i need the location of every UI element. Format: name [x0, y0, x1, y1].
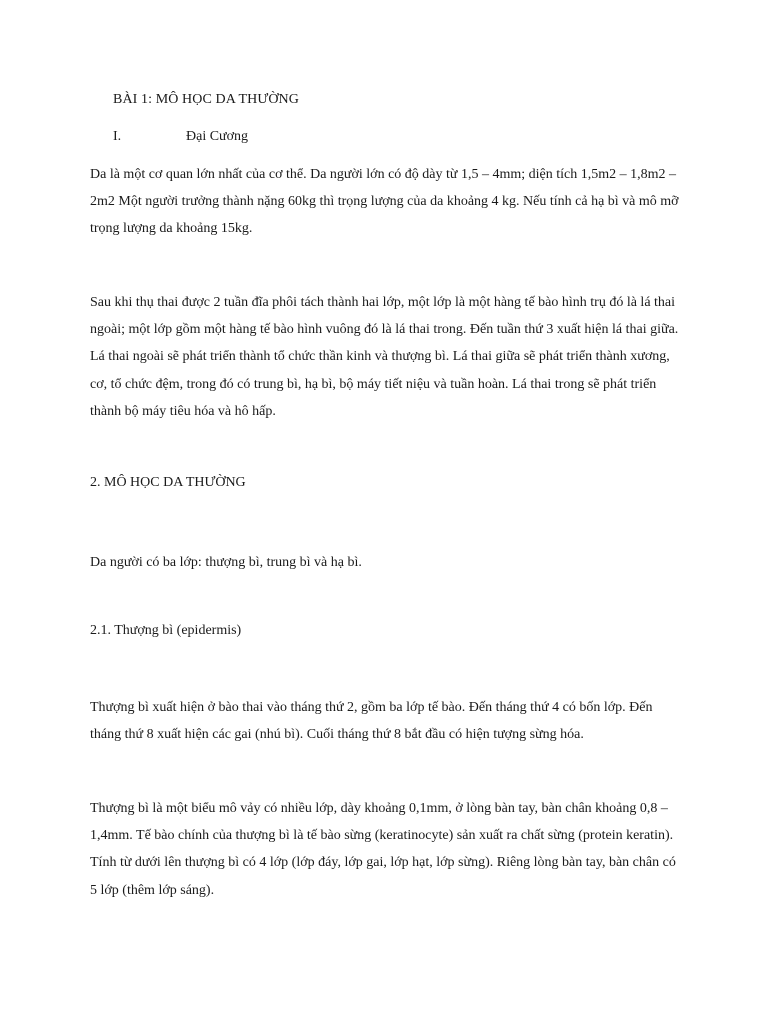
paragraph-overview: Da là một cơ quan lớn nhất của cơ thể. Da người lớn có độ dày từ 1,5 – 4mm; diện tích 1,5m2 – 1,8m2 – 2m2 Một người trưởng thành nặng 60kg thì trọng lượng của da khoảng 4 kg. Nếu tính cả hạ bì và mô mỡ trọng lượng da khoảng 15kg.: [90, 167, 679, 237]
heading-number: I.: [113, 129, 122, 144]
section-heading-histology: 2. MÔ HỌC DA THƯỜNG: [90, 475, 246, 490]
heading-text: Đại Cương: [186, 129, 249, 144]
paragraph-epidermis-structure: Thượng bì là một biểu mô vảy có nhiều lớp, dày khoảng 0,1mm, ở lòng bàn tay, bàn chân khoảng 0,8 –1,4mm. Tế bào chính của thượng bì là tế bào sừng (keratinocyte) sản xuất ra chất sừng (protein keratin). Tính từ dưới lên thượng bì có 4 lớp (lớp đáy, lớp gai, lớp hạt, lớp sừng). Riêng lòng bàn tay, bàn chân có 5 lớp (thêm lớp sáng).: [90, 801, 676, 898]
section-heading-epidermis: 2.1. Thượng bì (epidermis): [90, 623, 242, 638]
paragraph-skin-layers: Da người có ba lớp: thượng bì, trung bì và hạ bì.: [90, 555, 362, 570]
document-title: BÀI 1: MÔ HỌC DA THƯỜNG: [113, 92, 299, 107]
paragraph-epidermis-development: Thượng bì xuất hiện ở bào thai vào tháng thứ 2, gồm ba lớp tế bào. Đến tháng thứ 4 có bốn lớp. Đến tháng thứ 8 xuất hiện các gai (nhú bì). Cuối tháng thứ 8 bắt đầu có hiện tượng sừng hóa.: [90, 700, 653, 743]
paragraph-embryology: Sau khi thụ thai được 2 tuần đĩa phôi tách thành hai lớp, một lớp là một hàng tế bào hình trụ đó là lá thai ngoài; một lớp gồm một hàng tế bào hình vuông đó là lá thai trong. Đến tuần thứ 3 xuất hiện lá thai giữa. Lá thai ngoài sẽ phát triển thành tổ chức thần kinh và thượng bì. Lá thai giữa sẽ phát triển thành xương, cơ, tổ chức đệm, trong đó có trung bì, hạ bì, bộ máy tiết niệu và tuần hoàn. Lá thai trong sẽ phát triển thành bộ máy tiêu hóa và hô hấp.: [90, 295, 679, 419]
